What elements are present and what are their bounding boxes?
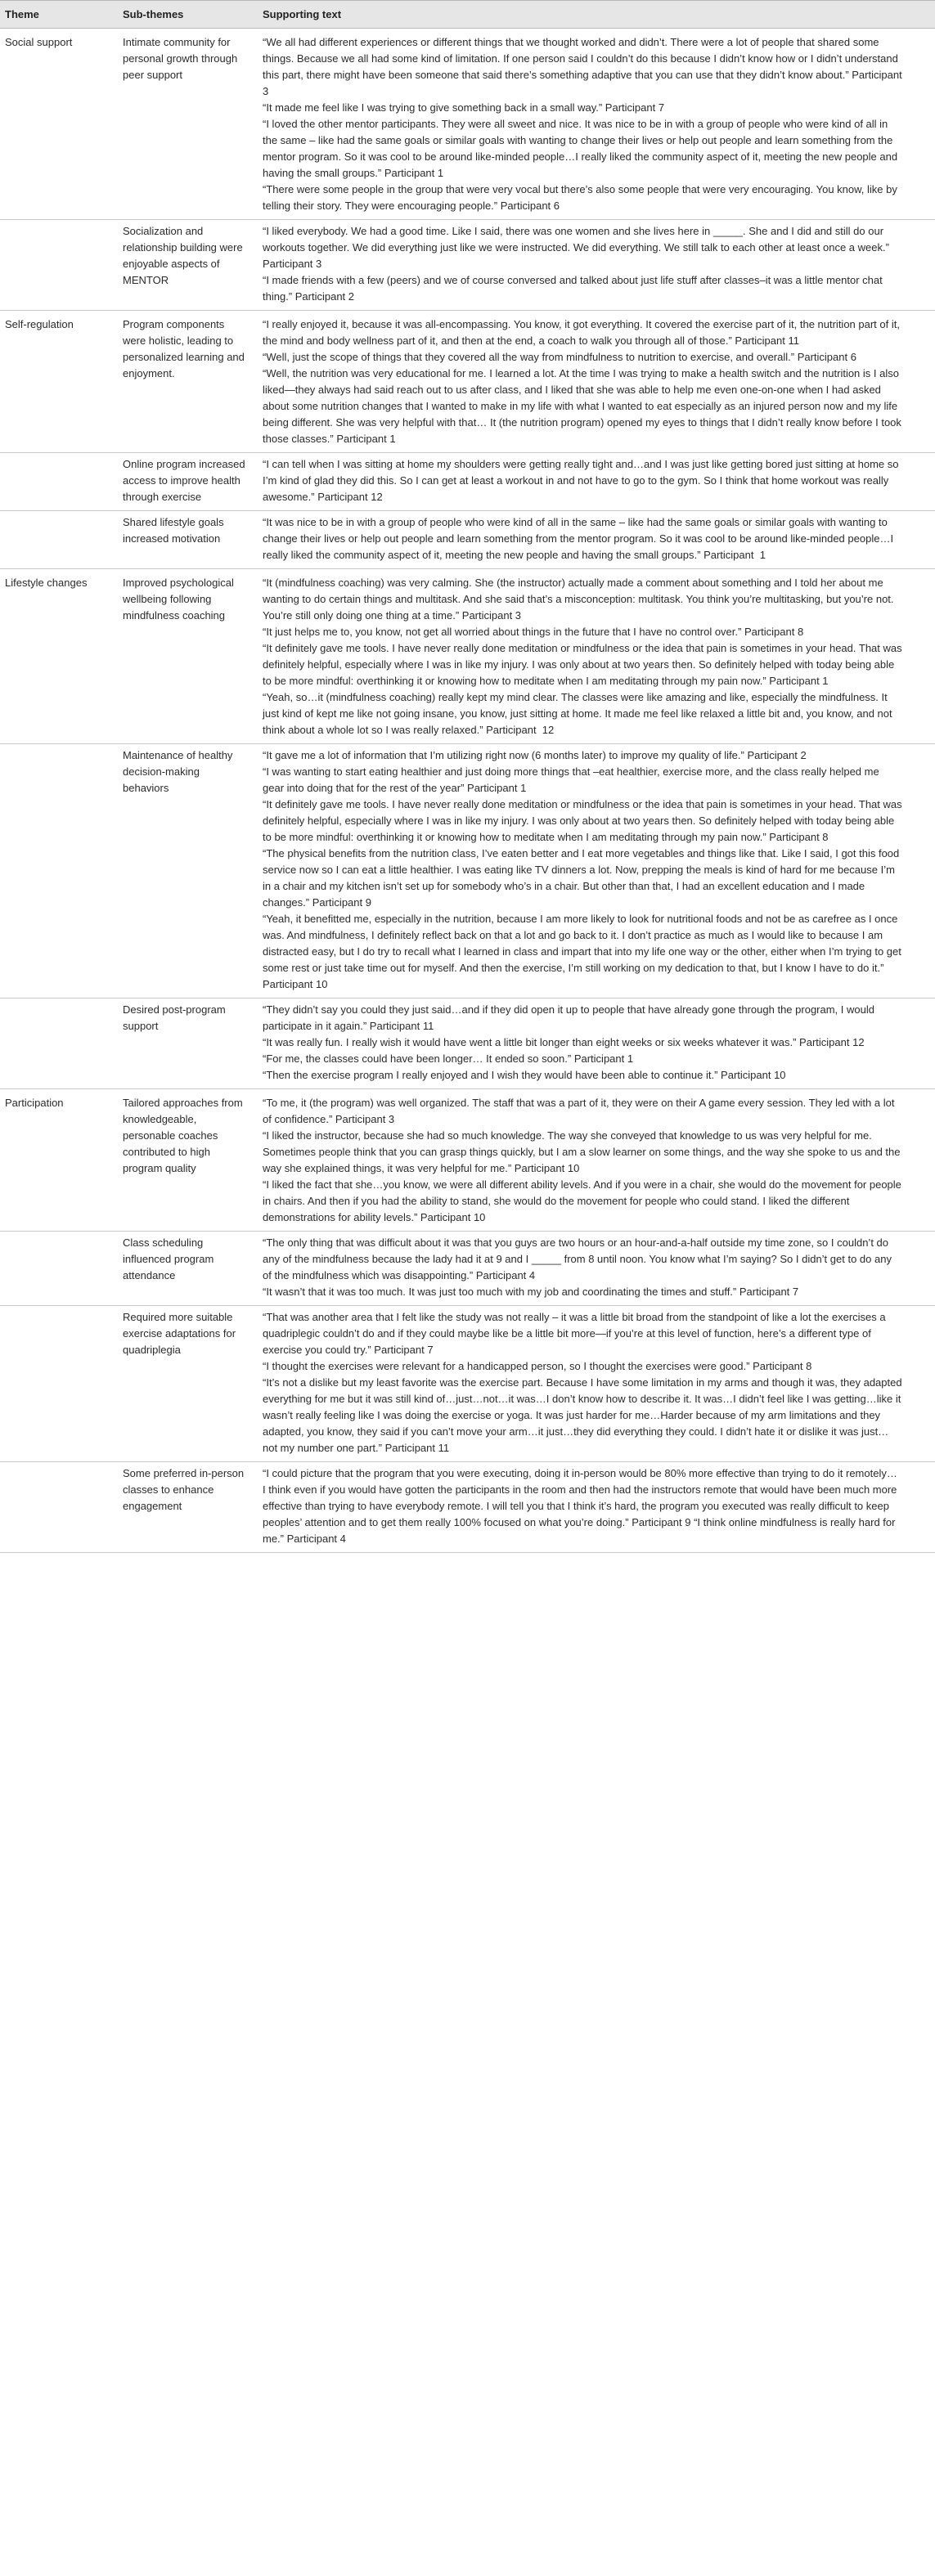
participant-quote: “I can tell when I was sitting at home my shoulders were getting really tight and…and I was just like getting bored just sitting at home so I’m kind of glad they did this. So I can get at least a workout in and not have to go to the gym. So I think that home workout was really awesome.” Participant 12	[263, 458, 902, 503]
participant-quote: “That was another area that I felt like the study was not really – it was a little bit broad from the standpoint of like a lot the exercises a quadriplegic couldn’t do and if they could maybe like be a little bit more—if you’re at this level of function, here’s a different type of exercise you could try.” Participant 7	[263, 1311, 889, 1356]
supporting-text-cell	[258, 1089, 935, 1232]
supporting-text-cell	[258, 744, 935, 999]
participant-quote: “We all had different experiences or different things that we thought worked and didn’t. There were a lot of people that shared some things. Because we all had some kind of limitation. If one person said I couldn’t do this because I didn’t know how or I didn’t understand this part, there might have been someone that said there’s something adaptive that you can use that they didn’t know about.” Participant 3	[263, 36, 906, 97]
subtheme-cell: Required more suitable exercise adaptations for quadriplegia	[123, 1311, 236, 1356]
participant-quote: “It was nice to be in with a group of people who were kind of all in the same – like had the same goals or similar goals with wanting to change their lives or help out people and learn something from the mentor program. So it was cool to be around like-minded people…I really liked the community aspect of it, meeting the new people and having the small groups.” Participant 1	[263, 516, 897, 561]
supporting-text-cell	[258, 220, 935, 311]
participant-quote: “Well, just the scope of things that they covered all the way from mindfulness to nutrition to exercise, and overall.” Participant 6	[263, 351, 856, 363]
supporting-text-cell	[258, 1232, 935, 1306]
participant-quote: “The only thing that was difficult about it was that you guys are two hours or an hour-and-a-half outside my time zone, so I couldn’t do any of the mindfulness because the lady had it at 9 and I _____ from 8 until noon. You know what I’m saying? So I didn’t get to do any of the mindfulness which was disappointing.” Participant 4	[263, 1236, 895, 1281]
theme-cell	[0, 744, 118, 999]
subtheme-cell: Class scheduling influenced program attendance	[123, 1236, 214, 1281]
header-sub-themes: Sub-themes	[118, 1, 258, 29]
header-row	[0, 1, 935, 29]
table-row	[0, 29, 935, 220]
participant-quote: “It just helps me to, you know, not get all worried about things in the future that I have no control over.” Participant 8	[263, 626, 804, 638]
theme-cell	[0, 220, 118, 311]
theme-cell	[0, 453, 118, 511]
participant-quote: “To me, it (the program) was well organized. The staff that was a part of it, they were on their A game every session. They led with a lot of confidence.” Participant 3	[263, 1097, 898, 1125]
table-row	[0, 569, 935, 744]
participant-quote: “It (mindfulness coaching) was very calming. She (the instructor) actually made a comment about something and I told her about me wanting to do certain things and multitask. And she said that’s a misconception: multitask. You think you’re multitasking, but you’re not. You’re still only doing one thing at a time.” Participant 3	[263, 577, 897, 622]
participant-quote: “They didn’t say you could they just said…and if they did open it up to people that have already gone through the program, I would participate in it again.” Participant 11	[263, 1003, 878, 1032]
participant-quote: “It gave me a lot of information that I’m utilizing right now (6 months later) to improve my quality of life.” Participant 2	[263, 749, 807, 761]
table-body	[0, 29, 935, 1553]
theme-cell: Participation	[5, 1097, 64, 1109]
theme-cell	[0, 1306, 118, 1462]
theme-cell	[0, 511, 118, 569]
participant-quote: “I loved the other mentor participants. They were all sweet and nice. It was nice to be in with a group of people who were kind of all in the same – like had the same goals or similar goals with wanting to change their lives or help out people and learn something from the mentor program. So it was cool to be around like-minded people…I really liked the community aspect of it, meeting the new people and having the small groups.” Participant 1	[263, 118, 901, 179]
supporting-text-cell	[258, 1306, 935, 1462]
participant-quote: “I liked the fact that she…you know, we were all different ability levels. And if you were in a chair, she would do the movement for people in chairs. And then if you had the ability to stand, she would do the movement for people who could stand. I liked the different demonstrations for ability levels.” Participant 10	[263, 1178, 905, 1223]
subtheme-cell: Desired post-program support	[123, 1003, 226, 1032]
participant-quote: “I was wanting to start eating healthier and just doing more things that –eat healthier, exercise more, and the class really helped me gear into doing that for the rest of the year” Participant 1	[263, 765, 883, 794]
theme-cell	[0, 999, 118, 1089]
theme-cell: Social support	[5, 36, 73, 48]
supporting-text-cell	[258, 453, 935, 511]
table-header	[0, 1, 935, 29]
supporting-text-cell	[258, 511, 935, 569]
table-row	[0, 311, 935, 453]
supporting-text-cell	[258, 999, 935, 1089]
participant-quote: “I liked the instructor, because she had so much knowledge. The way she conveyed that knowledge to us was very helpful for me. Sometimes people think that you can grasp things quickly, but I am a slow learner on some things, and the way she spoke to us and the way she explained things, it was very helpful for me.” Participant 10	[263, 1129, 904, 1174]
subtheme-cell: Program components were holistic, leading to personalized learning and enjoyment.	[123, 318, 245, 379]
participant-quote: “It was really fun. I really wish it would have went a little bit longer than eight weeks or six weeks whatever it was.” Participant 12	[263, 1036, 865, 1048]
table-row	[0, 999, 935, 1089]
table-row	[0, 453, 935, 511]
participant-quote: “It’s not a dislike but my least favorite was the exercise part. Because I have some limitation in my arms and though it was, they adapted everything for me but it was still kind of…just…not…it was…I don’t know how to describe it. It was…I didn’t feel like I was getting…like it wasn’t really feeling like I was doing the exercise or yoga. It was just harder for me…Harder because of my arm limitations and they adapted, you know, they said if you can’t move your arm…it just…they did everything they could. I didn’t hate it or dislike it was just…not my number one part.” Participant 11	[263, 1376, 906, 1454]
participant-quote: “I thought the exercises were relevant for a handicapped person, so I thought the exercises were good.” Participant 8	[263, 1360, 812, 1372]
subtheme-cell: Socialization and relationship building were enjoyable aspects of MENTOR	[123, 225, 243, 286]
participant-quote: “It definitely gave me tools. I have never really done meditation or mindfulness or the idea that pain is sometimes in your head. That was definitely helpful, especially where I was in like my injury. I was only about at two years then. So definitely helped with today being able to be more mindful: overthinking it or knowing how to meditate when I am meditating through my pain now.” Participant 8	[263, 798, 906, 843]
subtheme-cell: Improved psychological wellbeing following mindfulness coaching	[123, 577, 234, 622]
subtheme-cell: Online program increased access to improve health through exercise	[123, 458, 245, 503]
header-theme: Theme	[0, 1, 118, 29]
subtheme-cell: Tailored approaches from knowledgeable, personable coaches contributed to high program quality	[123, 1097, 243, 1174]
participant-quote: “Yeah, so…it (mindfulness coaching) really kept my mind clear. The classes were like amazing and like, especially the mindfulness. It just kind of kept me like not going insane, you know, just sitting at home. It made me feel like relaxed a little bit and, you know, and not think about a whole lot so I was really relaxed.” Participant 12	[263, 691, 896, 736]
subtheme-cell: Some preferred in-person classes to enhance engagement	[123, 1467, 245, 1512]
participant-quote: “Then the exercise program I really enjoyed and I wish they would have been able to continue it.” Participant 10	[263, 1069, 786, 1081]
participant-quote: “I could picture that the program that you were executing, doing it in-person would be 80% more effective than trying to do it remotely… I think even if you would have gotten the participants in the room and then had the instructors remote that would have been much more effective than trying to have everybody remote. I will tell you that I think it’s hard, the program you executed was really difficult to keep peoples’ attention and to get them really 100% focused on what you’re doing.” Participant 9 “I think online mindfulness is really hard for me.” Participant 4	[263, 1467, 901, 1545]
table-row	[0, 1306, 935, 1462]
table-row	[0, 1089, 935, 1232]
theme-cell	[0, 1462, 118, 1553]
participant-quote: “It wasn’t that it was too much. It was just too much with my job and coordinating the times and stuff.” Participant 7	[263, 1286, 799, 1298]
header-supporting-text: Supporting text	[258, 1, 935, 29]
participant-quote: “I really enjoyed it, because it was all-encompassing. You know, it got everything. It covered the exercise part of it, the nutrition part of it, the mind and body wellness part of it, and then at the end, a coach to walk you through all of those.” Participant 11	[263, 318, 903, 347]
supporting-text-cell	[258, 569, 935, 744]
participant-quote: “It definitely gave me tools. I have never really done meditation or mindfulness or the idea that pain is sometimes in your head. That was definitely helpful, especially where I was in like my injury. I was only about at two years then. So definitely helped with today being able to be more mindful: overthinking it or knowing how to meditate when I am meditating through my pain now.” Participant 1	[263, 642, 906, 687]
supporting-text-cell	[258, 29, 935, 220]
supporting-text-cell	[258, 311, 935, 453]
participant-quote: “I liked everybody. We had a good time. Like I said, there was one women and she lives here in _____. She and I did and still do our workouts together. We did everything just like we were instructed. We did everything. We still talk to each other at least once a week.” Participant 3	[263, 225, 892, 270]
participant-quote: “For me, the classes could have been longer… It ended so soon.” Participant 1	[263, 1052, 634, 1065]
subtheme-cell: Maintenance of healthy decision-making behaviors	[123, 749, 233, 794]
theme-cell: Lifestyle changes	[5, 577, 88, 589]
table-row	[0, 744, 935, 999]
table-row	[0, 1232, 935, 1306]
theme-cell: Self-regulation	[5, 318, 74, 330]
supporting-text-cell	[258, 1462, 935, 1553]
subtheme-cell: Intimate community for personal growth through peer support	[123, 36, 238, 81]
table-row	[0, 1462, 935, 1553]
theme-cell	[0, 1232, 118, 1306]
participant-quote: “The physical benefits from the nutrition class, I’ve eaten better and I eat more vegetables and things like that. Like I said, I got this food service now so I can eat a little healthier. I was eating like TV dinners a lot. Now, prepping the meals is kind of hard for me because I’m in a chair and my kitchen isn’t set up for somebody who’s in a chair. But other than that, I had an excellent education and I made changes.” Participant 9	[263, 847, 902, 909]
participant-quote: “I made friends with a few (peers) and we of course conversed and talked about just life stuff after classes–it was a little mentor chat thing.” Participant 2	[263, 274, 886, 303]
table-row	[0, 511, 935, 569]
participant-quote: “It made me feel like I was trying to give something back in a small way.” Participant 7	[263, 101, 665, 114]
subtheme-cell: Shared lifestyle goals increased motivation	[123, 516, 224, 545]
participant-quote: “Yeah, it benefitted me, especially in the nutrition, because I am more likely to look for nutritional foods and not be as carefree as I once was. And mindfulness, I definitely reflect back on that a lot and go back to it. I don’t practice as much as I would like to because I am distracted easy, but I do try to recall what I learned in class and impart that into my life one way or the other, either when I’m trying to get some rest or just take time out for myself. And then the exercise, I’m still working on my dedication to that, but I know I have to do it.” Participant 10	[263, 913, 905, 990]
participant-quote: “There were some people in the group that were very vocal but there’s also some people that were very encouraging. You know, like by telling their story. They were encouraging people.” Participant 6	[263, 183, 901, 212]
table-row	[0, 220, 935, 311]
participant-quote: “Well, the nutrition was very educational for me. I learned a lot. At the time I was trying to make a health switch and the nutrition is I also liked—they always had said reach out to us after class, and I liked that she was able to help me even one-on-one when I had asked about some nutrition changes that I wanted to make in my life with what I wanted to eat especially as an injured person now and my life being different. She was very helpful with that… It (the nutrition program) opened my eyes to things that I didn’t really know before I took those classes.” Participant 1	[263, 367, 905, 445]
